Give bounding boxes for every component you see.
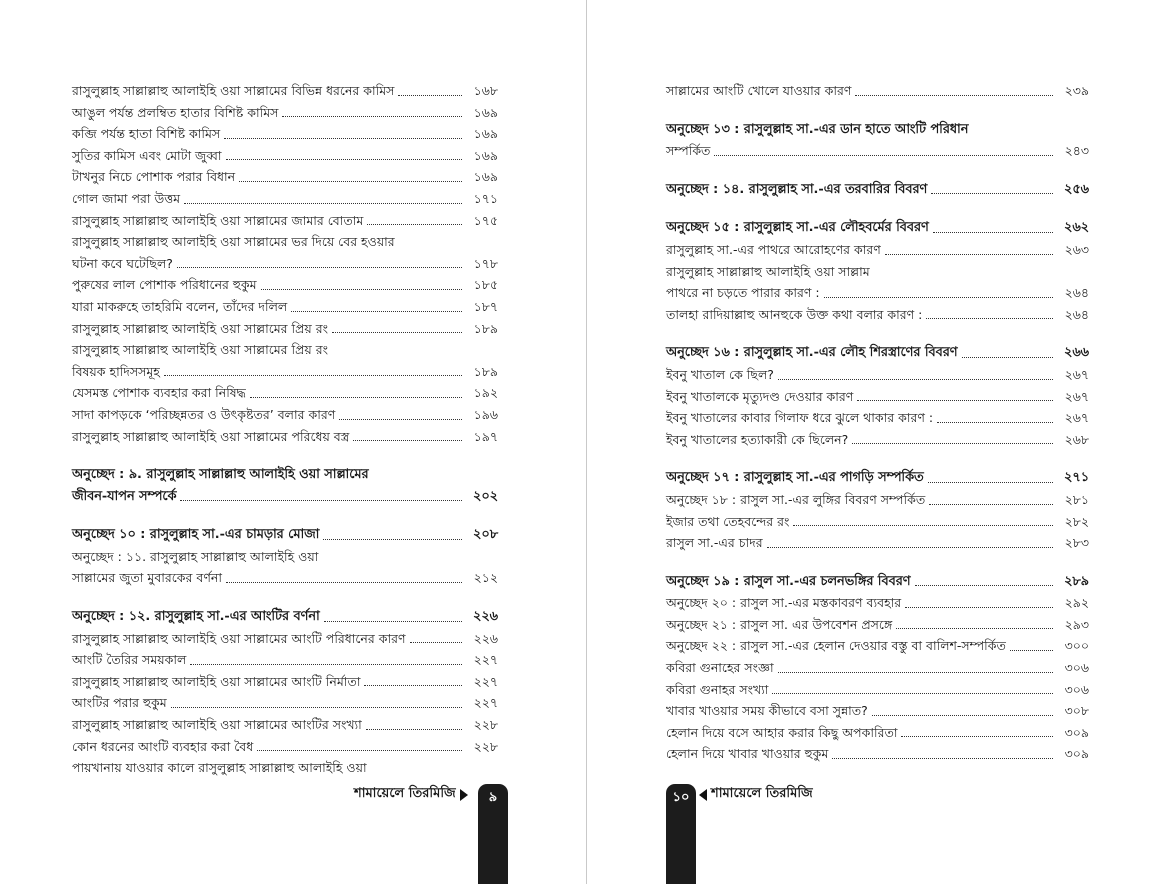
toc-entry-title: তালহা রাদিয়াল্লাহু আনহুকে উক্ত কথা বলার কারণ : — [666, 306, 923, 322]
dot-leader — [885, 254, 1053, 255]
toc-page-number: ৩০৯ — [1064, 724, 1089, 740]
toc-page-number: ১৬৯ — [473, 169, 498, 185]
toc-entry — [72, 692, 498, 714]
dot-leader — [929, 504, 1053, 505]
toc-entry-title: আঙুল পর্যন্ত প্রলম্বিত হাতার বিশিষ্ট কামিস — [72, 104, 279, 120]
toc-page-number: ১৭১ — [473, 190, 498, 206]
toc-entry — [72, 102, 498, 124]
toc-entry-title: রাসুলুল্লাহ সাল্লাল্লাহু আলাইহি ওয়া সাল্লামের আংটির সংখ্যা — [72, 717, 362, 733]
toc-entry — [666, 722, 1089, 744]
toc-entry — [72, 296, 498, 318]
toc-page-number: ১৬৯ — [473, 104, 498, 120]
toc-entry-title: সাল্লামের আংটি খোলে যাওয়ার কারণ — [666, 83, 852, 98]
toc-entry — [72, 382, 498, 404]
dot-leader — [180, 500, 462, 501]
toc-entry — [666, 239, 1089, 261]
dot-leader — [324, 621, 462, 622]
toc-entry — [72, 426, 498, 448]
dot-leader — [367, 224, 462, 225]
toc-entry — [666, 592, 1089, 614]
toc-page-number: ১৯২ — [473, 385, 498, 401]
toc-entry-title: অনুচ্ছেদ ১০ : রাসুলুল্লাহ সা.-এর চামড়ার মোজা — [72, 527, 320, 543]
dot-leader — [872, 715, 1053, 716]
toc-entry — [666, 700, 1089, 722]
toc-page-number: ১৬৯ — [473, 126, 498, 142]
dot-leader — [857, 400, 1053, 401]
toc-entry — [666, 386, 1089, 408]
toc-page-number: ২২৭ — [473, 652, 498, 668]
toc-entry-title: কবিরা গুনাহর সংখ্যা — [666, 681, 769, 697]
toc-entry-title: অনুচ্ছেদ ২০ : রাসুল সা.-এর মস্তকাবরণ ব্যবহার — [666, 595, 902, 611]
dot-leader — [915, 585, 1054, 586]
toc-chapter-heading — [72, 464, 498, 486]
dot-leader — [905, 607, 1053, 608]
dot-leader — [171, 707, 462, 708]
dot-leader — [901, 736, 1053, 737]
toc-page-number: ১৭৮ — [473, 255, 498, 271]
toc-page-number: ২৬৪ — [1064, 306, 1089, 322]
toc-page-number: ২২৬ — [473, 630, 498, 646]
dot-leader — [714, 155, 1053, 156]
toc-page-number: ২৮২ — [1064, 513, 1089, 529]
toc-entry-title: সম্পর্কিত — [666, 143, 711, 159]
toc-entry — [72, 671, 498, 693]
dot-leader — [962, 357, 1053, 358]
toc-page-number: ২৬৭ — [1064, 388, 1089, 404]
toc-entry-title: অনুচ্ছেদ : ১১. রাসুলুল্লাহ সাল্লাল্লাহু আলাইহি ওয়া — [72, 548, 319, 564]
toc-entry-title: পাথরে না চড়তে পারার কারণ : — [666, 285, 820, 301]
toc-page-number: ৩০৮ — [1064, 703, 1089, 719]
toc-list-left — [72, 80, 498, 779]
toc-entry-title: রাসুলুল্লাহ সাল্লাল্লাহু আলাইহি ওয়া সাল্লামের জামার বোতাম — [72, 212, 364, 228]
toc-page-number: ২০২ — [473, 488, 498, 504]
toc-entry-title: ইবনু খাতাল কে ছিল? — [666, 366, 774, 382]
toc-entry-title: রাসুল সা.-এর চাদর — [666, 535, 763, 551]
toc-chapter-heading — [666, 571, 1089, 593]
toc-entry — [72, 231, 498, 253]
toc-entry — [72, 361, 498, 383]
section-spacer — [666, 554, 1089, 571]
toc-chapter-heading — [72, 606, 498, 628]
toc-page-number: ২৬৪ — [1064, 285, 1089, 301]
page-number-tab: ১০ — [666, 784, 696, 884]
toc-entry-title: রাসুলুল্লাহ সাল্লাল্লাহু আলাইহি ওয়া সাল্লামের ভর দিয়ে বের হওয়ার — [72, 234, 395, 250]
toc-entry — [72, 123, 498, 145]
section-spacer — [72, 447, 498, 464]
dot-leader — [226, 582, 462, 583]
dot-leader — [778, 672, 1053, 673]
toc-page-number: ২৯৩ — [1064, 616, 1089, 632]
dot-leader — [257, 750, 462, 751]
toc-page-number: ২১২ — [473, 570, 498, 586]
toc-entry — [72, 318, 498, 340]
section-spacer — [72, 589, 498, 606]
toc-entry-title: রাসুলুল্লাহ সাল্লাল্লাহু আলাইহি ওয়া সাল্লামের আংটি নির্মাতা — [72, 673, 361, 689]
dot-leader — [184, 203, 462, 204]
page-number-tab: ৯ — [478, 784, 508, 884]
toc-entry — [72, 546, 498, 568]
toc-entry — [72, 166, 498, 188]
toc-entry — [72, 339, 498, 361]
toc-chapter-heading — [72, 524, 498, 546]
toc-entry — [72, 145, 498, 167]
toc-page-number: ১৮৭ — [473, 298, 498, 314]
toc-entry-title: হেলান দিয়ে বসে আহার করার কিছু অপকারিতা — [666, 724, 898, 740]
toc-entry — [666, 614, 1089, 636]
toc-entry-title: সাল্লামের জুতা মুবারকের বর্ণনা — [72, 570, 222, 586]
book-title: শামায়েলে তিরমিজি — [711, 786, 813, 801]
toc-entry — [666, 282, 1089, 304]
toc-page-number: ১৬৯ — [473, 147, 498, 163]
toc-entry — [666, 489, 1089, 511]
toc-entry-title: রাসুলুল্লাহ সাল্লাল্লাহু আলাইহি ওয়া সাল্লামের প্রিয় রং — [72, 320, 329, 336]
toc-entry-title: অনুচ্ছেদ : ১২. রাসুলুল্লাহ সা.-এর আংটির বর্ণনা — [72, 609, 320, 625]
toc-page-number: ৩০৯ — [1064, 746, 1089, 762]
toc-entry — [72, 210, 498, 232]
toc-page-number: ২২৭ — [473, 695, 498, 711]
toc-entry-title: জীবন-যাপন সম্পর্কে — [72, 488, 177, 504]
toc-entry — [666, 304, 1089, 326]
dot-leader — [778, 379, 1053, 380]
toc-page-number: ১৮৯ — [473, 320, 498, 336]
toc-entry-title: টাখনুর নিচে পোশাক পরার বিধান — [72, 169, 236, 185]
toc-entry-title: ইজার তথা তেহবন্দের রং — [666, 513, 790, 529]
dot-leader — [364, 685, 462, 686]
toc-entry — [72, 628, 498, 650]
section-spacer — [72, 507, 498, 524]
dot-leader — [323, 539, 462, 540]
toc-page-number: ২২৭ — [473, 673, 498, 689]
dot-leader — [767, 547, 1053, 548]
right-page — [588, 0, 1174, 884]
toc-page-number: ১৯৭ — [473, 428, 498, 444]
dot-leader — [928, 482, 1053, 483]
book-title: শামায়েলে তিরমিজি — [354, 786, 456, 801]
toc-entry-title: অনুচ্ছেদ ১৮ : রাসুল সা.-এর লুঙ্গির বিবরণ সম্পর্কিত — [666, 491, 926, 507]
dot-leader — [261, 289, 462, 290]
toc-entry-title: অনুচ্ছেদ ১৭ : রাসুলুল্লাহ সা.-এর পাগড়ি সম্পর্কিত — [666, 470, 924, 486]
toc-entry-title: আংটির পরার হুকুম — [72, 695, 167, 711]
toc-entry-title: রাসুলুল্লাহ সাল্লাল্লাহু আলাইহি ওয়া সাল্লাম — [666, 263, 870, 279]
dot-leader — [190, 664, 462, 665]
toc-page-number: ১৮৫ — [473, 277, 498, 293]
toc-entry-title: বিষয়ক হাদিসসমূহ — [72, 363, 160, 379]
toc-entry-title: রাসুলুল্লাহ সাল্লাল্লাহু আলাইহি ওয়া সাল্লামের পরিধেয় বস্ত্র — [72, 428, 350, 444]
toc-page-number: ২৯২ — [1064, 595, 1089, 611]
toc-entry-title: যেসমস্ত পোশাক ব্যবহার করা নিষিদ্ধ — [72, 385, 246, 401]
dot-leader — [239, 181, 462, 182]
toc-page-number: ২৮১ — [1064, 491, 1089, 507]
toc-page-number: ৩০৬ — [1064, 681, 1089, 697]
toc-entry — [666, 407, 1089, 429]
dot-leader — [852, 443, 1053, 444]
toc-entry-title: হেলান দিয়ে খাবার খাওয়ার হুকুম — [666, 746, 829, 762]
dot-leader — [339, 419, 462, 420]
toc-entry — [666, 364, 1089, 386]
section-spacer — [666, 450, 1089, 467]
left-page — [0, 0, 586, 884]
toc-entry-title: পায়খানায় যাওয়ার কালে রাসুলুল্লাহ সাল্লাল্লাহু আলাইহি ওয়া — [72, 760, 367, 776]
toc-entry — [72, 188, 498, 210]
toc-entry — [72, 736, 498, 758]
toc-page-number: ২৭১ — [1064, 470, 1089, 486]
toc-entry — [666, 657, 1089, 679]
toc-page-number: ২৬৭ — [1064, 410, 1089, 426]
dot-leader — [164, 375, 462, 376]
toc-page-number: ২৪৩ — [1064, 143, 1089, 159]
toc-page-number: ২৬৬ — [1064, 345, 1089, 361]
dot-leader — [926, 318, 1053, 319]
dot-leader — [177, 267, 462, 268]
toc-entry-title: অনুচ্ছেদ : ১৪. রাসুলুল্লাহ সা.-এর তরবারির বিবরণ — [666, 181, 928, 197]
toc-page-number: ১৬৮ — [473, 83, 498, 98]
dot-leader — [353, 440, 462, 441]
toc-entry-title: অনুচ্ছেদ ১৬ : রাসুলুল্লাহ সা.-এর লৌহ শিরস্ত্রাণের বিবরণ — [666, 345, 958, 361]
toc-entry-title: রাসুলুল্লাহ সাল্লাল্লাহু আলাইহি ওয়া সাল্লামের প্রিয় রং — [72, 342, 329, 358]
toc-entry — [72, 80, 498, 102]
toc-entry-title: অনুচ্ছেদ ১৯ : রাসুল সা.-এর চলনভঙ্গির বিবরণ — [666, 573, 911, 589]
dot-leader — [933, 232, 1053, 233]
running-footer-left — [354, 784, 468, 805]
dot-leader — [1010, 650, 1053, 651]
toc-page-number: ২৬৩ — [1064, 241, 1089, 257]
triangle-right-icon — [460, 789, 468, 801]
toc-entry — [72, 567, 498, 589]
toc-page-number: ২৮৩ — [1064, 535, 1089, 551]
dot-leader — [410, 642, 462, 643]
dot-leader — [772, 693, 1053, 694]
dot-leader — [931, 193, 1053, 194]
toc-entry-title: পুরুষের লাল পোশাক পরিধানের হুকুম — [72, 277, 257, 293]
toc-page-number: ২৮৯ — [1064, 573, 1089, 589]
toc-entry-title: আংটি তৈরির সময়কাল — [72, 652, 187, 668]
toc-page-number: ৩০৬ — [1064, 660, 1089, 676]
dot-leader — [896, 628, 1053, 629]
section-spacer — [666, 162, 1089, 179]
toc-entry-title: কোন ধরনের আংটি ব্যবহার করা বৈধ — [72, 738, 254, 754]
toc-page-number: ২২৮ — [473, 738, 498, 754]
dot-leader — [937, 422, 1053, 423]
dot-leader — [250, 397, 462, 398]
toc-page-number: ২৩৯ — [1064, 83, 1089, 98]
dot-leader — [282, 116, 462, 117]
toc-page-number: ৩০০ — [1064, 638, 1089, 654]
toc-entry — [666, 511, 1089, 533]
toc-entry-title: অনুচ্ছেদ ১৫ : রাসুলুল্লাহ সা.-এর লৌহবর্মের বিবরণ — [666, 220, 929, 236]
toc-entry — [666, 532, 1089, 554]
section-spacer — [666, 325, 1089, 342]
toc-entry-title: গোল জামা পরা উত্তম — [72, 190, 181, 206]
toc-entry-title: খাবার খাওয়ার সময় কীভাবে বসা সুন্নাত? — [666, 703, 868, 719]
toc-entry — [666, 743, 1089, 765]
toc-chapter-heading — [72, 486, 498, 508]
toc-entry-title: অনুচ্ছেদ ১৩ : রাসুলুল্লাহ সা.-এর ডান হাতে আংটি পরিধান — [666, 121, 969, 137]
toc-page-number: ২২৮ — [473, 717, 498, 733]
toc-entry — [666, 80, 1089, 102]
toc-entry-title: অনুচ্ছেদ ২১ : রাসুল সা. এর উপবেশন প্রসঙ্গে — [666, 616, 893, 632]
triangle-left-icon — [699, 789, 707, 801]
toc-entry-title: রাসুলুল্লাহ সা.-এর পাথরে আরোহণের কারণ — [666, 241, 881, 257]
toc-entry-title: অনুচ্ছেদ : ৯. রাসুলুল্লাহ সাল্লাল্লাহু আলাইহি ওয়া সাল্লামের — [72, 467, 369, 483]
dot-leader — [793, 525, 1053, 526]
toc-entry — [72, 757, 498, 779]
toc-page-number: ২২৬ — [473, 609, 498, 625]
toc-entry — [666, 679, 1089, 701]
toc-entry — [666, 635, 1089, 657]
section-spacer — [666, 200, 1089, 217]
toc-chapter-heading — [666, 342, 1089, 364]
toc-page-number: ১৭৫ — [473, 212, 498, 228]
dot-leader — [224, 138, 462, 139]
toc-page-number: ১৮৯ — [473, 363, 498, 379]
toc-entry — [666, 429, 1089, 451]
toc-entry — [72, 714, 498, 736]
toc-entry-title: সাদা কাপড়কে ‘পরিচ্ছন্নতর ও উৎকৃষ্টতর’ বলার কারণ — [72, 406, 336, 422]
dot-leader — [226, 159, 463, 160]
toc-entry — [666, 140, 1089, 162]
toc-entry-title: রাসুলুল্লাহ সাল্লাল্লাহু আলাইহি ওয়া সাল্লামের আংটি পরিধানের কারণ — [72, 630, 406, 646]
toc-entry — [72, 274, 498, 296]
toc-entry-title: অনুচ্ছেদ ২২ : রাসুল সা.-এর হেলান দেওয়ার বস্তু বা বালিশ-সম্পর্কিত — [666, 638, 1006, 654]
dot-leader — [398, 95, 462, 96]
toc-entry — [72, 253, 498, 275]
toc-page-number: ২৬২ — [1064, 220, 1089, 236]
toc-entry — [72, 404, 498, 426]
toc-entry-title: সুতির কামিস এবং মোটা জুব্বা — [72, 147, 222, 163]
dot-leader — [366, 729, 462, 730]
toc-entry-title: রাসুলুল্লাহ সাল্লাল্লাহু আলাইহি ওয়া সাল্লামের বিভিন্ন ধরনের কামিস — [72, 83, 395, 98]
toc-chapter-heading — [666, 179, 1089, 201]
page-gutter — [586, 0, 587, 884]
dot-leader — [824, 297, 1053, 298]
toc-entry — [72, 649, 498, 671]
toc-entry-title: যারা মাকরুহে তাহরিমি বলেন, তাঁদের দলিল — [72, 298, 288, 314]
toc-chapter-heading — [666, 467, 1089, 489]
toc-page-number: ১৯৬ — [473, 406, 498, 422]
dot-leader — [332, 332, 462, 333]
toc-list-right — [666, 80, 1089, 765]
toc-chapter-heading — [666, 119, 1089, 141]
toc-entry-title: ঘটনা কবে ঘটেছিল? — [72, 255, 173, 271]
dot-leader — [832, 758, 1053, 759]
running-footer-right — [699, 784, 813, 805]
toc-entry-title: কবিরা গুনাহের সংজ্ঞা — [666, 660, 774, 676]
toc-page-number: ২৬৮ — [1064, 431, 1089, 447]
toc-page-number: ২৬৭ — [1064, 366, 1089, 382]
toc-entry-title: ইবনু খাতালের হত্যাকারী কে ছিলেন? — [666, 431, 849, 447]
toc-chapter-heading — [666, 217, 1089, 239]
dot-leader — [855, 95, 1053, 96]
toc-entry — [666, 261, 1089, 283]
toc-entry-title: ইবনু খাতালকে মৃত্যুদণ্ড দেওয়ার কারণ — [666, 388, 854, 404]
dot-leader — [291, 311, 462, 312]
toc-page-number: ২৫৬ — [1064, 181, 1089, 197]
section-spacer — [666, 102, 1089, 119]
toc-entry-title: ইবনু খাতালের কাবার গিলাফ ধরে ঝুলে থাকার কারণ : — [666, 410, 934, 426]
toc-entry-title: কব্জি পর্যন্ত হাতা বিশিষ্ট কামিস — [72, 126, 221, 142]
toc-page-number: ২০৮ — [473, 527, 498, 543]
